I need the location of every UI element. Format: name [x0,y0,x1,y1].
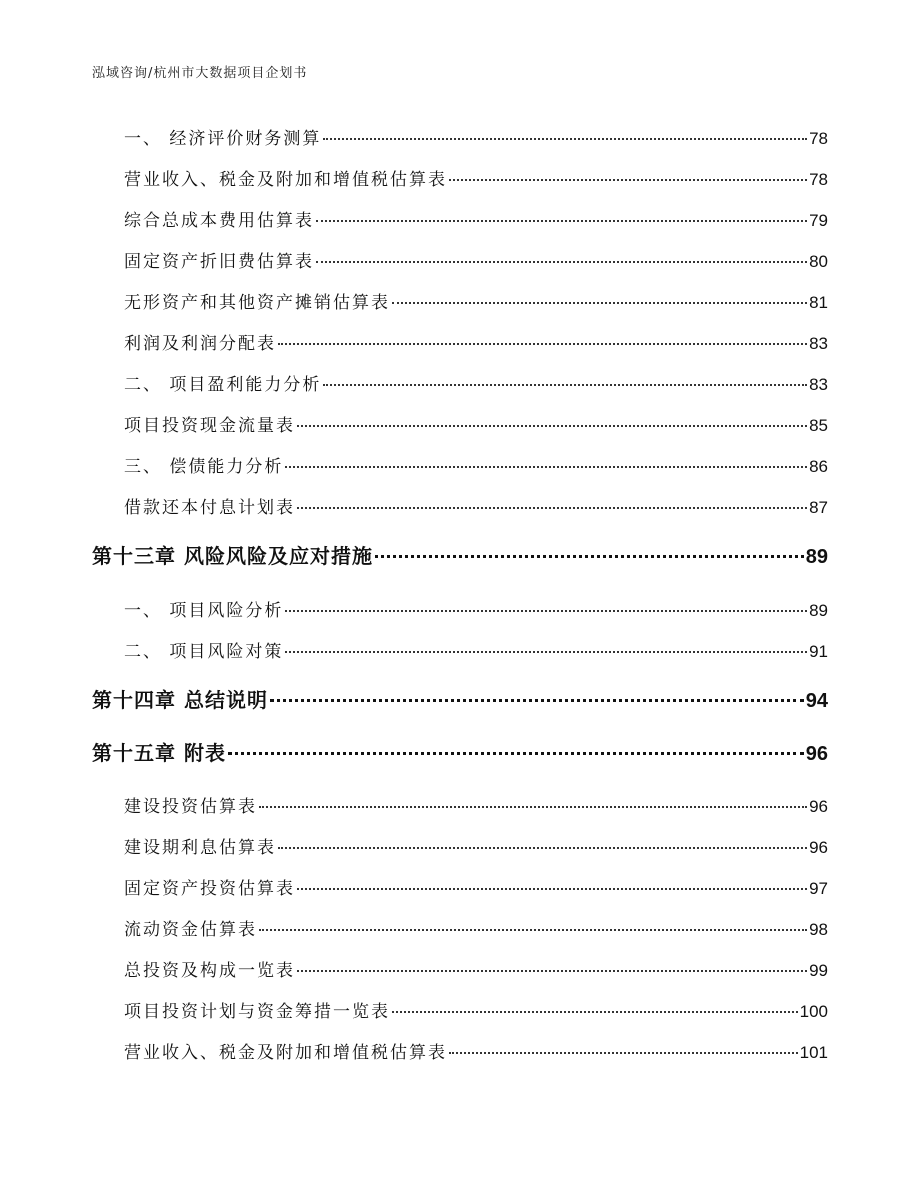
toc-leader-dots [270,699,804,702]
toc-entry[interactable] [124,637,828,661]
toc-entry-title: 借款还本付息计划表 [124,498,295,518]
toc-entry-page: 78 [809,129,828,148]
toc-entry[interactable] [124,915,828,939]
toc-entry[interactable] [124,124,828,148]
toc-entry[interactable] [124,493,828,517]
toc-entry-title: 利润及利润分配表 [124,334,276,354]
toc-entry-page: 83 [809,334,828,353]
toc-entry-page: 99 [809,961,828,980]
toc-entry[interactable] [124,997,828,1021]
toc-entry-page: 81 [809,293,828,312]
toc-entry-page: 96 [809,838,828,857]
toc-entry[interactable] [124,452,828,476]
toc-entry-page: 83 [809,375,828,394]
toc-entry-title: 项目投资现金流量表 [124,416,295,436]
toc-leader-dots [278,847,807,849]
toc-leader-dots [316,261,807,263]
toc-chapter-title: 第十五章 附表 [92,741,226,765]
toc-entry-title: 固定资产投资估算表 [124,879,295,899]
toc-chapter-title: 第十四章 总结说明 [92,688,268,712]
running-header: 泓域咨询/杭州市大数据项目企划书 [92,66,308,81]
toc-entry-page: 100 [799,1002,828,1021]
toc-entry-page: 91 [809,642,828,661]
toc-leader-dots [323,138,807,140]
toc-leader-dots [375,555,804,558]
toc-chapter-entry[interactable] [92,684,828,712]
toc-leader-dots [392,302,807,304]
toc-entry-page: 78 [809,170,828,189]
toc-entry-title: 综合总成本费用估算表 [124,211,314,231]
toc-leader-dots [316,220,807,222]
toc-entry[interactable] [124,874,828,898]
toc-leader-dots [285,466,807,468]
toc-entry-title: 营业收入、税金及附加和增值税估算表 [124,1043,447,1063]
toc-entry-title: 固定资产折旧费估算表 [124,252,314,272]
toc-leader-dots [259,929,807,931]
toc-leader-dots [278,343,807,345]
toc-entry-page: 89 [809,601,828,620]
toc-leader-dots [449,179,807,181]
toc-entry[interactable] [124,956,828,980]
toc-entry-page: 96 [809,797,828,816]
toc-chapter-entry[interactable] [92,540,828,568]
toc-entry-page: 98 [809,920,828,939]
toc-leader-dots [323,384,807,386]
toc-leader-dots [297,425,807,427]
toc-entry-page: 86 [809,457,828,476]
toc-entry[interactable] [124,165,828,189]
toc-leader-dots [297,888,807,890]
toc-entry-title: 项目投资计划与资金筹措一览表 [124,1002,390,1022]
toc-entry[interactable] [124,247,828,271]
toc-entry-title: 三、 偿债能力分析 [124,457,284,477]
toc-chapter-title: 第十三章 风险风险及应对措施 [92,544,373,568]
toc-entry-title: 二、 项目盈利能力分析 [124,375,322,395]
toc-chapter-page: 96 [805,743,828,765]
toc-entry-title: 建设投资估算表 [124,797,257,817]
toc-leader-dots [285,610,807,612]
toc-entry[interactable] [124,329,828,353]
toc-entry-page: 97 [809,879,828,898]
toc-entry-page: 101 [799,1043,828,1062]
toc-leader-dots [392,1011,798,1013]
toc-entry-title: 二、 项目风险对策 [124,642,284,662]
toc-entry-title: 总投资及构成一览表 [124,961,295,981]
toc-entry-title: 无形资产和其他资产摊销估算表 [124,293,390,313]
toc-entry-title: 一、 经济评价财务测算 [124,129,322,149]
toc-entry[interactable] [124,411,828,435]
toc-entry[interactable] [124,1038,828,1062]
toc-entry-page: 87 [809,498,828,517]
toc-entry[interactable] [124,792,828,816]
toc-leader-dots [449,1052,798,1054]
toc-entry-title: 一、 项目风险分析 [124,601,284,621]
toc-entry[interactable] [124,206,828,230]
toc-entry[interactable] [124,833,828,857]
toc-entry[interactable] [124,370,828,394]
toc-entry[interactable] [124,288,828,312]
toc-leader-dots [297,507,807,509]
toc-entry-title: 营业收入、税金及附加和增值税估算表 [124,170,447,190]
toc-entry-title: 流动资金估算表 [124,920,257,940]
toc-entry[interactable] [124,596,828,620]
toc-entry-page: 80 [809,252,828,271]
toc-leader-dots [297,970,807,972]
toc-leader-dots [285,651,807,653]
toc-entry-page: 85 [809,416,828,435]
toc-chapter-entry[interactable] [92,737,828,765]
toc-leader-dots [228,752,804,755]
toc-entry-page: 79 [809,211,828,230]
toc-chapter-page: 89 [805,546,828,568]
toc-entry-title: 建设期利息估算表 [124,838,276,858]
toc-leader-dots [259,806,807,808]
toc-chapter-page: 94 [805,690,828,712]
